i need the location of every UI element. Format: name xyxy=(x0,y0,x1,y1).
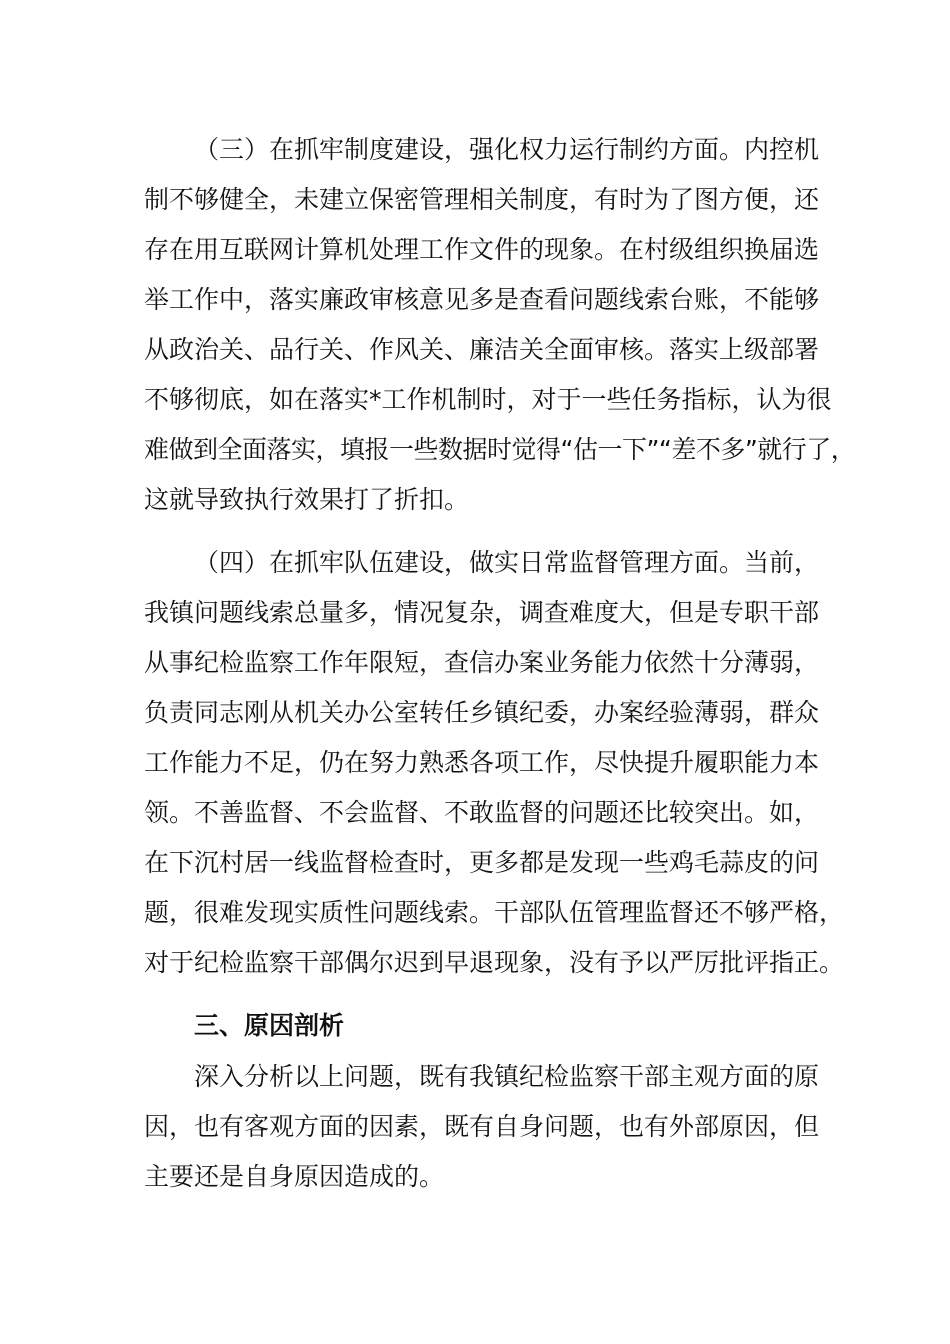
paragraph-4-line-1: （四）在抓牢队伍建设，做实日常监督管理方面。当前， xyxy=(194,548,820,577)
paragraph-4-line-6: 领。不善监督、不会监督、不敢监督的问题还比较突出。如， xyxy=(144,798,820,827)
paragraph-4-line-2: 我镇问题线索总量多，情况复杂，调查难度大，但是专职干部 xyxy=(144,598,820,627)
paragraph-4-line-8: 题，很难发现实质性问题线索。干部队伍管理监督还不够严格， xyxy=(144,898,845,927)
paragraph-4-line-9: 对于纪检监察干部偶尔迟到早退现象，没有予以严厉批评指正。 xyxy=(144,948,845,977)
paragraph-3-line-2: 制不够健全，未建立保密管理相关制度，有时为了图方便，还 xyxy=(144,185,820,214)
section-heading: 三、原因剖析 xyxy=(194,1011,345,1040)
paragraph-5-line-1: 深入分析以上问题，既有我镇纪检监察干部主观方面的原 xyxy=(194,1062,820,1091)
paragraph-3-line-4: 举工作中，落实廉政审核意见多是查看问题线索台账，不能够 xyxy=(144,285,820,314)
paragraph-3-line-1: （三）在抓牢制度建设，强化权力运行制约方面。内控机 xyxy=(194,135,820,164)
paragraph-3-line-5: 从政治关、品行关、作风关、廉洁关全面审核。落实上级部署 xyxy=(144,335,820,364)
paragraph-5-line-2: 因，也有客观方面的因素，既有自身问题，也有外部原因，但 xyxy=(144,1112,820,1141)
paragraph-3-line-8: 这就导致执行效果打了折扣。 xyxy=(144,485,470,514)
paragraph-4-line-3: 从事纪检监察工作年限短，查信办案业务能力依然十分薄弱， xyxy=(144,648,820,677)
paragraph-3-line-7: 难做到全面落实，填报一些数据时觉得“估一下”“差不多”就行了， xyxy=(144,435,856,464)
paragraph-4-line-4: 负责同志刚从机关办公室转任乡镇纪委，办案经验薄弱，群众 xyxy=(144,698,820,727)
paragraph-3-line-3: 存在用互联网计算机处理工作文件的现象。在村级组织换届选 xyxy=(144,235,820,264)
paragraph-5-line-3: 主要还是自身原因造成的。 xyxy=(144,1162,445,1191)
paragraph-4-line-7: 在下沉村居一线监督检查时，更多都是发现一些鸡毛蒜皮的问 xyxy=(144,848,820,877)
paragraph-3-line-6: 不够彻底，如在落实*工作机制时，对于一些任务指标，认为很 xyxy=(144,385,832,414)
paragraph-4-line-5: 工作能力不足，仍在努力熟悉各项工作，尽快提升履职能力本 xyxy=(144,748,820,777)
